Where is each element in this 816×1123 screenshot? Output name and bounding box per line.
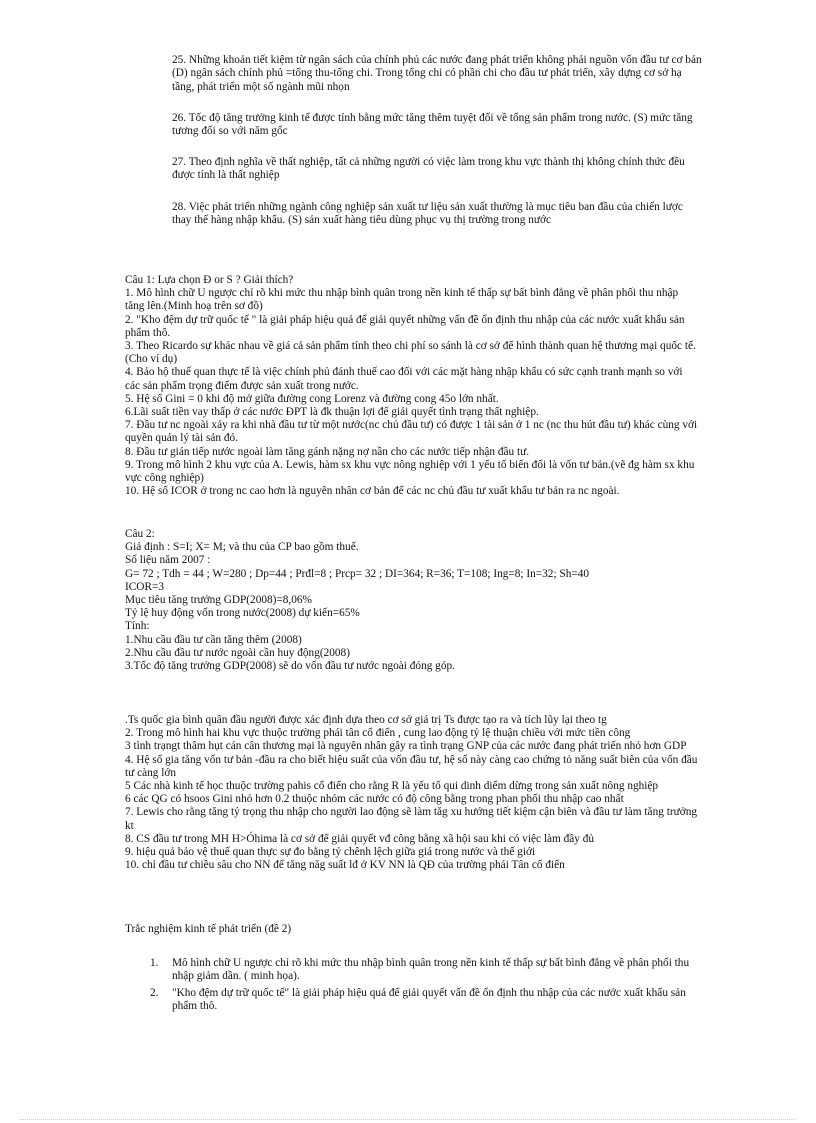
statement-item: 3 tình trạngt thâm hụt cán cân thương mại là nguyên nhân gây ra tình trạng GNP của các nước đang phát triển nhỏ hơn GDP <box>125 740 687 753</box>
cau1-item: 4. Bảo hộ thuế quan thực tế là việc chính phủ đánh thuế cao đối với các mặt hàng nhập khẩu có sức cạnh tranh mạnh so với các sản phẩm trọng điểm được sản xuất trong nước. <box>125 366 683 392</box>
cau1-item: 3. Theo Ricardo sự khác nhau về giá cả sản phẩm tính theo chi phí so sánh là cơ sở để hình thành quan hệ thương mại quốc tế. (Cho ví dụ) <box>125 340 696 366</box>
cau1-item: 5. Hệ số Gini = 0 khi độ mở giữa đường cong Lorenz và đường cong 45o lớn nhất. <box>125 392 499 405</box>
cau1-item: 7. Đầu tư nc ngoài xảy ra khi nhà đầu tư từ một nước(nc chủ đầu tư) có được 1 tài sản ở 1 nc (nc thu hút đầu tư) khác cùng với quyền quản lý tài sản đó. <box>125 419 698 445</box>
statement-item: 4. Hệ số gia tăng vốn tư bản -đầu ra cho biết hiệu suất của vốn đầu tư, hệ số này càng cao chứng tỏ năng suất biên của vốn đầu tư càng lớn <box>125 753 698 779</box>
cau2-line: ICOR=3 <box>125 580 165 593</box>
cau2-line: Mục tiêu tăng trưởng GDP(2008)=8,06% <box>125 594 312 607</box>
list-number: 2. <box>150 986 159 999</box>
statement-item: 10. chỉ đầu tư chiều sâu cho NN để tăng năg suất lđ ở KV NN là QĐ của trường phái Tân cổ điển <box>125 859 565 872</box>
cau2-line: Tỷ lệ huy động vốn trong nước(2008) dự kiến=65% <box>125 607 360 620</box>
cau2-section <box>125 528 700 673</box>
cau2-line: Số liệu năm 2007 : <box>125 554 211 567</box>
cau1-item: 6.Lãi suất tiền vay thấp ở các nước ĐPT là đk thuận lợi để giải quyết tình trạng thất nghiệp. <box>125 406 539 419</box>
de2-list-item <box>150 987 690 1014</box>
statement-item: 7. Lewis cho rằng tăng tỷ trọng thu nhập cho người lao động sẽ làm tăg xu hướng tiết kiệm cận biên và đầu tư làm tăng trưởng kt <box>125 806 697 832</box>
de2-list-item <box>150 957 690 984</box>
statement-item: .Ts quốc gia bình quân đầu người được xác định dựa theo cơ sở giá trị Ts được tạo ra và tích lũy lại theo tg <box>125 714 607 726</box>
cau1-item: 1. Mô hình chữ U ngược chỉ rõ khi mức thu nhập bình quân trong nền kinh tế thấp sự bất bình đẳng về phân phối thu nhập tăng lên.(Minh hoạ trên sơ đồ) <box>125 287 679 313</box>
statements-section <box>125 714 700 872</box>
page-bottom-divider <box>20 1119 796 1120</box>
list-number: 1. <box>150 957 159 969</box>
statement-item: 5 Các nhà kinh tế học thuộc trường pahis cổ điển cho rằng R là yếu tố qui dinh diểm dừng trong sản xuất nông nghiệp <box>125 780 659 793</box>
cau1-section <box>125 274 700 498</box>
cau2-line: 1.Nhu cầu đầu tư cần tăng thêm (2008) <box>125 633 302 646</box>
question-27: 27. Theo định nghĩa về thất nghiệp, tất cả những người có việc làm trong khu vực thành thị không chính thức đều được tính là thất nghiệp <box>172 156 685 182</box>
de2-title: Trắc nghiệm kinh tế phát triển (đề 2) <box>125 923 292 935</box>
cau2-line: Tính: <box>125 620 150 633</box>
cau2-line: Giả định : S=I; X= M; và thu của CP bao gồm thuế. <box>125 541 359 554</box>
cau1-item: 2. "Kho đệm dự trữ quốc tế " là giải pháp hiệu quả để giải quyết những vấn đề ổn định thu nhập của các nước xuất khẩu sản phẩm thô. <box>125 313 685 339</box>
question-26: 26. Tốc độ tăng trưởng kinh tế được tính bằng mức tăng thêm tuyệt đối về tổng sản phẩm trong nước. (S) mức tăng tương đối so với năm gốc <box>172 112 693 138</box>
cau1-item: 9. Trong mô hình 2 khu vực của A. Lewis, hàm sx khu vực nông nghiệp với 1 yếu tố biến đổi là vốn tư bản.(vẽ đg hàm sx khu vực công nghiệp) <box>125 458 695 485</box>
cau2-line: G= 72 ; Tdh = 44 ; W=280 ; Dp=44 ; Prđl=8 ; Prcp= 32 ; DI=364; R=36; T=108; Ing=8; In=32; Sh=40 <box>125 567 590 580</box>
list-text: Mô hình chữ U ngược chỉ rõ khi mức thu nhập bình quân trong nền kinh tế thấp sự bất bình đẳng về phân phối thu nhập giảm dần. ( minh họa). <box>172 957 690 983</box>
statement-item: 9. hiệu quả bảo vệ thuế quan thực sự đo bằng tỷ chênh lệch giữa giá trong nước và thế giới <box>125 846 536 859</box>
statement-item: 2. Trong mô hình hai khu vực thuộc trường phái tân cổ điển , cung lao động tỷ lệ thuận chiều với mức tiền công <box>125 727 631 740</box>
de2-list <box>150 957 690 1017</box>
cau2-heading: Câu 2: <box>125 528 155 540</box>
cau1-item: 10. Hệ số ICOR ở trong nc cao hơn là nguyên nhân cơ bản để các nc chủ đầu tư xuất khẩu tư bản ra nc ngoài. <box>125 485 620 498</box>
cau1-item: 8. Đầu tư gián tiếp nước ngoài làm tăng gánh nặng nợ nần cho các nước tiếp nhận đầu tư. <box>125 445 530 458</box>
list-text: "Kho đệm dự trữ quốc tế" là giải pháp hiệu quả để giải quyết vấn đề ổn định thu nhập của các nước xuất khẩu sản phẩm thô. <box>172 986 686 1013</box>
question-25: 25. Những khoản tiết kiệm từ ngân sách của chính phủ các nước đang phát triển không phải nguồn vốn đầu tư cơ bản (D) ngân sách chính phủ =tổng thu-tổng chi. Trong tổng chi có phần chi cho đầu tư phát triển, xây dựng cơ sở hạ tầng, phát triển một số ngành mũi nhọn <box>172 54 702 93</box>
cau1-heading: Câu 1: Lựa chọn Đ or S ? Giải thích? <box>125 274 294 286</box>
cau2-line: 3.Tốc độ tăng trưởng GDP(2008) sẽ do vốn đầu tư nước ngoài đóng góp. <box>125 660 455 673</box>
statement-item: 6 các QG có hsoos Gini nhỏ hơn 0.2 thuộc nhóm các nước có độ công bằng trong phan phối thu nhập cao nhất <box>125 793 624 806</box>
statement-item: 8. CS đầu tư trong MH H>Óhima là cơ sở để giải quyết vđ công bằng xã hội sau khi có việc làm đầy đủ <box>125 832 595 845</box>
question-28: 28. Việc phát triển những ngành công nghiệp sản xuất tư liệu sản xuất thường là mục tiêu ban đầu của chiến lược thay thế hàng nhập khẩu. (S) sản xuất hàng tiêu dùng phục vụ thị trường trong nước <box>172 201 683 227</box>
cau2-line: 2.Nhu cầu đầu tư nước ngoài cần huy động(2008) <box>125 646 350 659</box>
